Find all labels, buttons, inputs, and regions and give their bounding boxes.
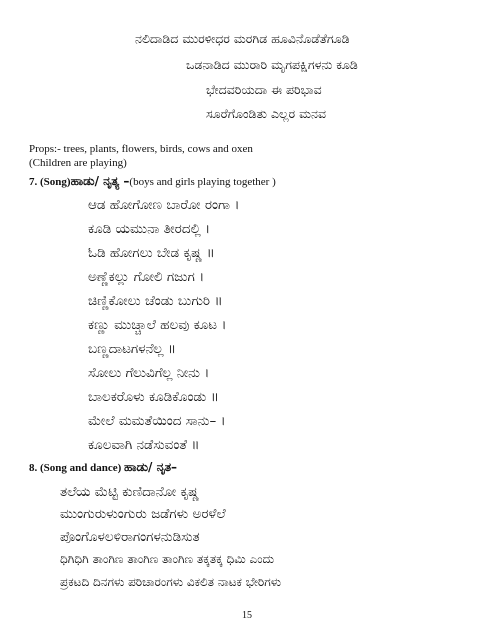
section7-label-en: (Song): [40, 176, 71, 188]
song-line: ಆಡ ಹೋಗೋಣ ಬಾರೋ ರಂಗಾ ।: [88, 197, 240, 213]
song-line: ಮೇಲೆ ಮಮತೆಯಿಂದ ಸಾನು– ।: [88, 413, 226, 429]
section8-number: 8.: [29, 462, 38, 474]
section8-label-kn: ಹಾಡು/ ನೃತ–: [124, 460, 178, 474]
section7-number: 7.: [29, 176, 38, 188]
section8-label-en: (Song and dance): [40, 462, 122, 474]
section8-heading: [29, 460, 177, 475]
intro-line: ನಲಿದಾಡಿದ ಮುರಳೀಧರ ಮರಗಿಡ ಹೂವಿನೊಡೆತೆಗೂಡಿ: [135, 31, 350, 46]
song-line: ಕೂಡಿ ಯಮುನಾ ತೀರದಲ್ಲಿ ।: [88, 221, 211, 237]
section7-label-kn: ಹಾಡು/ ನೃತ್ಯ –: [70, 174, 130, 188]
section7-note: (boys and girls playing together ): [129, 176, 276, 188]
song-line: ಕಣ್ಣು ಮುಚ್ಚಾಲೆ ಹಲವು ಕೂಟ ।: [88, 317, 227, 333]
song-line: ಪೊಂಗೊಳಲಳಿರಾಗಂಗಳನುಡಿಸುತ: [60, 529, 200, 545]
song-line: ತಲೆಯ ಮೆಟ್ಟಿ ಕುಣಿದಾನೋ ಕೃಷ್ಣ: [60, 484, 200, 500]
intro-line: ಭೇದವರಿಯದಾ ಈ ಪರಿಭಾವ: [206, 82, 322, 97]
song-line: ಬಣ್ಣದಾಟಗಳನೆಲ್ಲ ॥: [88, 341, 177, 357]
song-line: ಸೋಲು ಗೆಲುವಿಗೆಲ್ಲ ನೀನು ।: [88, 365, 210, 381]
song-line: ಚಿಣ್ಣಿಕೋಲು ಚೆಂಡು ಬುಗುರಿ ॥: [88, 293, 223, 309]
song-line: ಕೂಲವಾಗಿ ನಡೆಸುವಂತೆ ॥: [88, 437, 200, 453]
song-line: ಬಾಲಕರೊಳು ಕೂಡಿಕೊಂಡು ॥: [88, 389, 219, 405]
props-line: Props:- trees, plants, flowers, birds, cows and oxen: [29, 143, 253, 155]
song-line: ಧಿಗಿಧಿಗಿ ತಾಂಗಿಣ ತಾಂಗಿಣ ತಾಂಗಿಣ ತಕ್ಕತಕ್ಕ ಧಿಮಿ ಎಂದು: [60, 552, 275, 566]
page-number: 15: [242, 610, 252, 621]
song-line: ಪ್ರಕಟದಿ ದಿನಗಳು ಪರಿಚಾರಂಗಳು ವಿಕಲಿತ ನಾಟಕ ಭೇರಿಗಳು: [60, 575, 282, 589]
song-line: ಮುಂಗುರುಳುಂಗುರು ಜಡೆಗಳು ಅರಳೆಲೆ: [60, 506, 226, 522]
children-note: (Children are playing): [29, 157, 127, 169]
section7-heading: [29, 174, 276, 189]
song-line: ಓಡಿ ಹೋಗಲು ಬೇಡ ಕೃಷ್ಣ ॥: [88, 245, 215, 261]
intro-line: ಒಡನಾಡಿದ ಮುರಾರಿ ಮೃಗಪಕ್ಷಿಗಳನು ಕೂಡಿ: [186, 57, 358, 72]
song-line: ಅಣ್ಣೆಕಲ್ಲು ಗೋಲಿ ಗಜುಗ ।: [88, 269, 205, 285]
intro-line: ಸೂರೆಗೊಂಡಿತು ಎಲ್ಲರ ಮನವ: [206, 106, 327, 121]
